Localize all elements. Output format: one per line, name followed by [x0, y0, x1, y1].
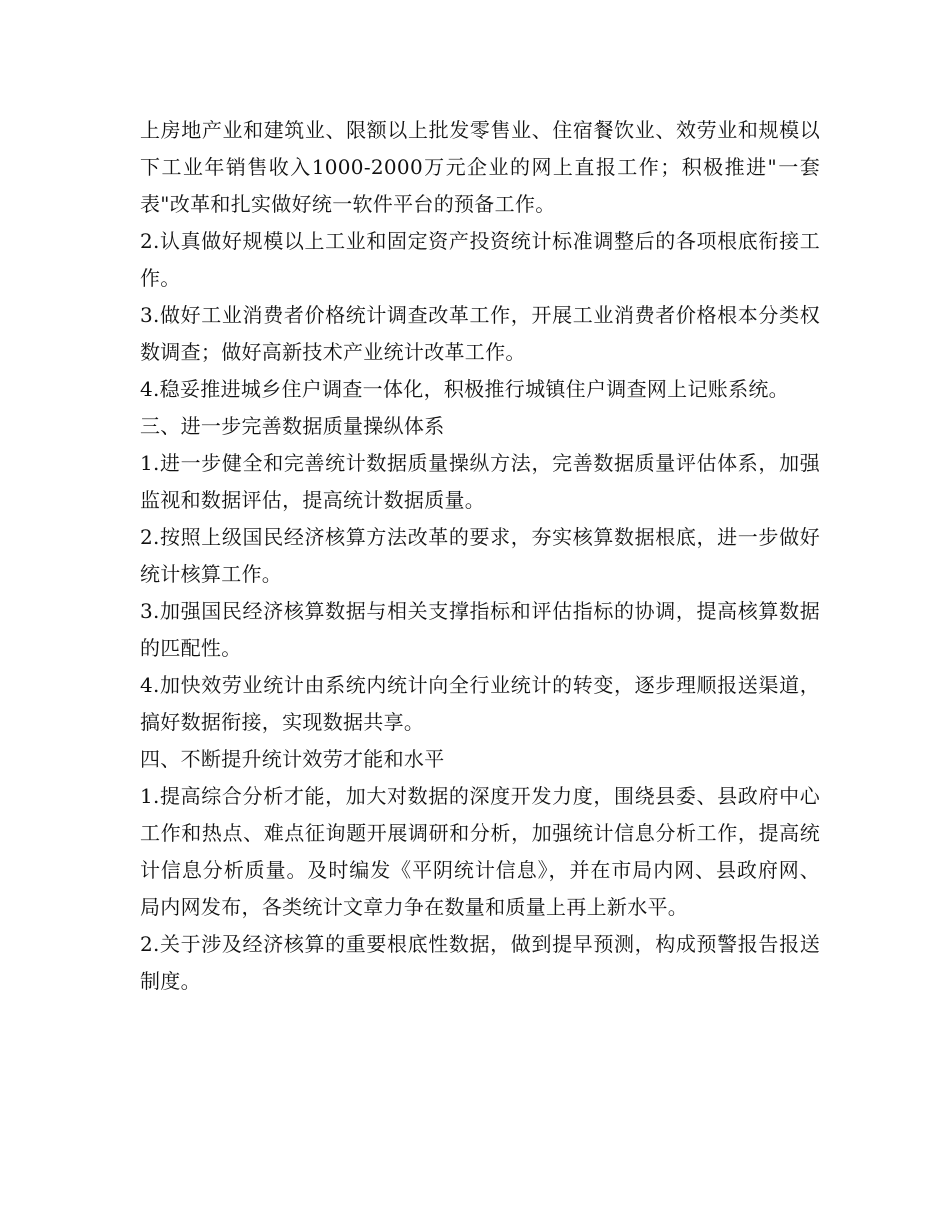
- list-item: 4.稳妥推进城乡住户调查一体化，积极推行城镇住户调查网上记账系统。: [140, 377, 789, 401]
- list-item: 4.加快效劳业统计由系统内统计向全行业统计的转变，逐步理顺报送渠道，搞好数据衔接，实现数据共享。: [140, 673, 820, 734]
- list-item: 2.关于涉及经济核算的重要根底性数据，做到提早预测，构成预警报告报送制度。: [140, 932, 820, 993]
- list-item: 1.提高综合分析才能，加大对数据的深度开发力度，围绕县委、县政府中心工作和热点、难点征询题开展调研和分析，加强统计信息分析工作，提高统计信息分析质量。及时编发《平阴统计信息》，并在市局内网、县政府网、局内网发布，各类统计文章力争在数量和质量上再上新水平。: [140, 784, 820, 919]
- section-heading: 三、进一步完善数据质量操纵体系: [140, 414, 445, 438]
- list-item: 1.进一步健全和完善统计数据质量操纵方法，完善数据质量评估体系，加强监视和数据评估，提高统计数据质量。: [140, 451, 820, 512]
- list-item: 3.加强国民经济核算数据与相关支撑指标和评估指标的协调，提高核算数据的匹配性。: [140, 599, 820, 660]
- list-item: 2.按照上级国民经济核算方法改革的要求，夯实核算数据根底，进一步做好统计核算工作。: [140, 525, 820, 586]
- document-body: [140, 112, 820, 1000]
- paragraph-continuation: 上房地产业和建筑业、限额以上批发零售业、住宿餐饮业、效劳业和规模以下工业年销售收入1000-2000万元企业的网上直报工作；积极推进"一套表"改革和扎实做好统一软件平台的预备工作。: [140, 118, 820, 216]
- list-item: 3.做好工业消费者价格统计调查改革工作，开展工业消费者价格根本分类权数调查；做好高新技术产业统计改革工作。: [140, 303, 820, 364]
- section-heading: 四、不断提升统计效劳才能和水平: [140, 747, 445, 771]
- list-item: 2.认真做好规模以上工业和固定资产投资统计标准调整后的各项根底衔接工作。: [140, 229, 820, 290]
